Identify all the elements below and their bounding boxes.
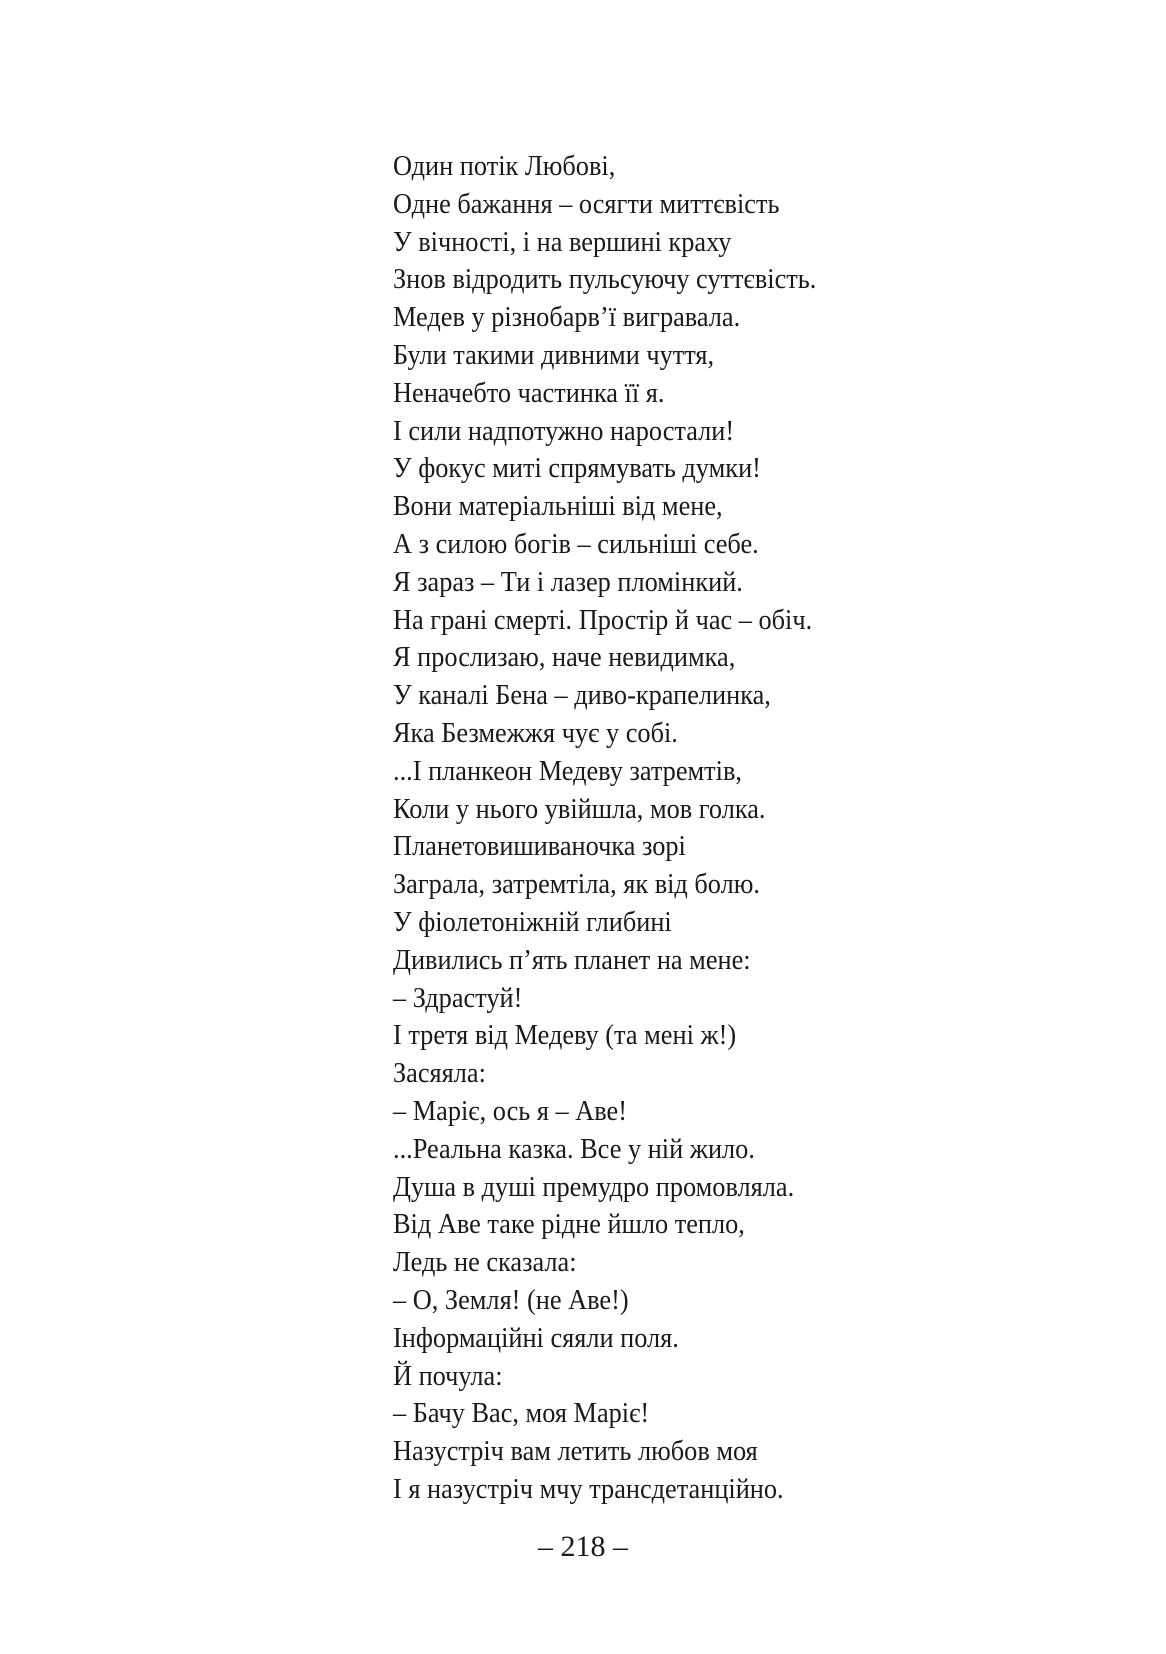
poem-line: – Маріє, ось я – Аве! bbox=[393, 1095, 628, 1127]
poem-line: Один потік Любові, bbox=[393, 151, 616, 182]
poem-line: Я зараз – Ти і лазер пломінкий. bbox=[393, 566, 743, 598]
poem-line: ...Реальна казка. Все у ній жило. bbox=[393, 1133, 755, 1165]
poem-line: Ледь не сказала: bbox=[393, 1247, 577, 1279]
poem-line: Душа в душі премудро промовляла. bbox=[393, 1171, 795, 1203]
poem-line: У фокус миті спрямувать думки! bbox=[393, 453, 761, 485]
poem-line: Назустріч вам летить любов моя bbox=[393, 1436, 758, 1468]
poem-line: У вічності, і на вершині краху bbox=[393, 226, 732, 258]
poem-line: Були такими дивними чуття, bbox=[393, 339, 715, 371]
poem-line: І сили надпотужно наростали! bbox=[393, 415, 735, 447]
poem-line: Яка Безмежжя чує у собі. bbox=[393, 717, 678, 749]
poem-line: Інформаційні сяяли поля. bbox=[393, 1322, 679, 1354]
poem-line: Й почула: bbox=[393, 1360, 503, 1392]
poem-line: Планетовишиваночка зорі bbox=[393, 831, 686, 863]
poem-line: У фіолетоніжній глибині bbox=[393, 906, 672, 938]
poem-line: Від Аве таке рідне йшло тепло, bbox=[393, 1209, 745, 1241]
poem-line: Одне бажання – осягти миттєвість bbox=[393, 188, 780, 220]
poem-line: ...І планкеон Медеву затремтів, bbox=[393, 755, 742, 787]
poem-line: Коли у нього увійшла, мов голка. bbox=[393, 793, 766, 825]
poem-text bbox=[393, 148, 816, 1509]
page-number: – 218 – bbox=[538, 1530, 628, 1563]
poem-line: І третя від Медеву (та мені ж!) bbox=[393, 1020, 737, 1052]
poem-line: І я назустріч мчу трансдетанційно. bbox=[393, 1473, 784, 1505]
poem-line: – Здрастуй! bbox=[393, 982, 523, 1014]
poem-line: Дивились п’ять планет на мене: bbox=[393, 944, 751, 976]
poem-line: – Бачу Вас, моя Маріє! bbox=[393, 1398, 650, 1430]
poem-line: Я прослизаю, наче невидимка, bbox=[393, 642, 736, 674]
poem-line: Медев у різнобарв’ї вигравала. bbox=[393, 302, 741, 334]
poem-line: У каналі Бена – диво-крапелинка, bbox=[393, 680, 771, 712]
poem-line: Знов відродить пульсуючу суттєвість. bbox=[393, 264, 817, 296]
poem-line: Засяяла: bbox=[393, 1058, 486, 1090]
poem-line: А з силою богів – сильніші себе. bbox=[393, 528, 759, 560]
poem-line: Заграла, затремтіла, як від болю. bbox=[393, 869, 760, 901]
poem-line: Вони матеріальніші від мене, bbox=[393, 491, 723, 523]
poem-line: Неначебто частинка її я. bbox=[393, 377, 665, 409]
poem-line: На грані смерті. Простір й час – обіч. bbox=[393, 604, 813, 636]
poem-line: – О, Земля! (не Аве!) bbox=[393, 1284, 629, 1316]
